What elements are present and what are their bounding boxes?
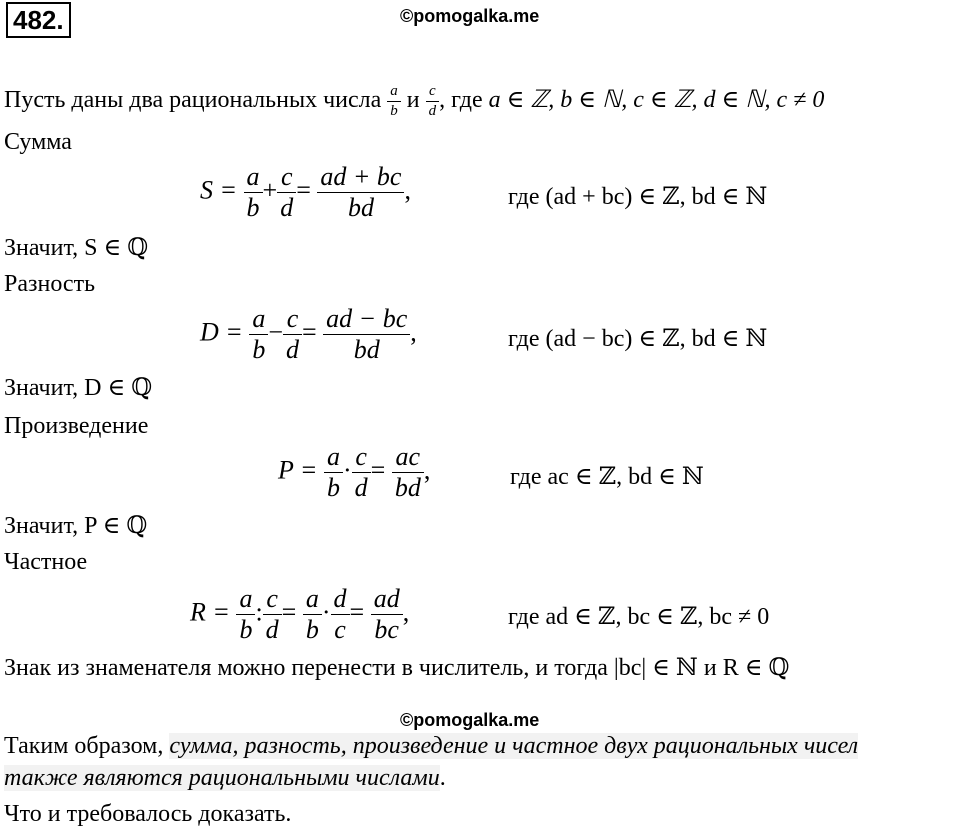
summary-highlight-2: также являются рациональными числами [4, 765, 440, 791]
intro-condition: a ∈ ℤ, b ∈ ℕ, c ∈ ℤ, d ∈ ℕ, c ≠ 0 [488, 87, 825, 114]
quotient-note: где ad ∈ ℤ, bc ∈ ℤ, bc ≠ 0 [508, 604, 770, 630]
watermark-top: ©pomogalka.me [400, 6, 540, 26]
product-heading: Произведение [4, 413, 149, 439]
sum-equation: S = $\frac{a}{b}$ + $\frac{c}{d}$ = $\frac{ad + bc}{bd}$ , [200, 162, 411, 222]
intro-line: Пусть даны два рациональных числа $\frac{a}{b}$ и $\frac{c}{d}$ , где a ∈ ℤ, b ∈ ℕ, c ∈ ℤ, d ∈ ℕ, c ≠ 0 [4, 83, 825, 119]
sum-result-fraction: $\frac{ad + bc}{bd}$ [317, 164, 404, 221]
difference-result-fraction: $\frac{ad - bc}{bd}$ [323, 306, 410, 363]
fraction-c-over-d: $\frac{c}{d}$ [426, 84, 440, 119]
quotient-result-fraction: $\frac{ad}{bc}$ [371, 586, 403, 643]
difference-heading: Разность [4, 271, 96, 297]
quotient-conclusion: Знак из знаменателя можно перенести в числитель, и тогда |bc| ∈ ℕ и R ∈ ℚ [4, 655, 790, 681]
summary-line-1 [4, 730, 858, 762]
product-conclusion: Значит, P ∈ ℚ [4, 513, 148, 539]
difference-conclusion: Значит, D ∈ ℚ [4, 375, 153, 401]
problem-number: 482. [6, 2, 71, 38]
sum-conclusion: Значит, S ∈ ℚ [4, 235, 149, 261]
summary-lead: Таким образом, [4, 733, 164, 759]
summary-highlight-1: сумма, разность, произведение и частное двух рациональных чисел [169, 733, 859, 759]
quotient-heading: Частное [4, 549, 88, 575]
quotient-equation: R = $\frac{a}{b}$ : $\frac{c}{d}$ = $\frac{a}{b}$ · $\frac{d}{c}$ = $\frac{ad}{bc}$ , [190, 584, 410, 644]
summary-line-2 [4, 762, 446, 794]
difference-equation: D = $\frac{a}{b}$ − $\frac{c}{d}$ = $\frac{ad - bc}{bd}$ , [200, 304, 417, 364]
intro-text: Пусть даны два рациональных числа [4, 87, 382, 114]
product-note: где ac ∈ ℤ, bd ∈ ℕ [510, 464, 704, 490]
watermark-middle: ©pomogalka.me [400, 710, 540, 730]
summary-period: . [439, 765, 446, 791]
sum-heading: Сумма [4, 129, 72, 155]
sum-note: где (ad + bc) ∈ ℤ, bd ∈ ℕ [508, 184, 768, 210]
difference-note: где (ad − bc) ∈ ℤ, bd ∈ ℕ [508, 326, 768, 352]
fraction-a-over-b: $\frac{a}{b}$ [387, 84, 401, 119]
product-result-fraction: $\frac{ac}{bd}$ [392, 444, 424, 501]
product-equation: P = $\frac{a}{b}$ · $\frac{c}{d}$ = $\frac{ac}{bd}$ , [278, 442, 431, 502]
intro-and: и [406, 87, 420, 114]
intro-where: где [451, 87, 483, 114]
qed-line: Что и требовалось доказать. [4, 801, 292, 827]
